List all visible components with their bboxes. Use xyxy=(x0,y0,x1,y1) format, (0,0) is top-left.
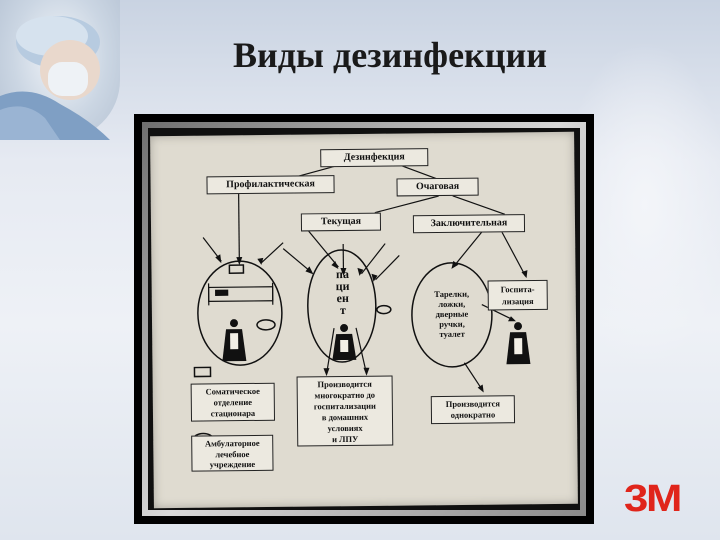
household-items-label: Тарелки, ложки, дверные ручки, туалет xyxy=(434,288,470,340)
final-performed-box: Производится однократно xyxy=(431,395,515,424)
profilactic-box: Профилактическая xyxy=(206,175,334,194)
outpatient-facility-box: Амбулаторное лечебное учреждение xyxy=(191,435,273,472)
focal-box: Очаговая xyxy=(396,178,478,197)
somatic-department-box: Соматическое отделение стационара xyxy=(191,383,275,422)
surgeon-photo xyxy=(0,0,120,140)
slide-title: Виды дезинфекции xyxy=(232,35,548,75)
root-box: Дезинфекция xyxy=(320,148,428,167)
final-box: Заключительная xyxy=(413,214,525,233)
current-box: Текущая xyxy=(301,213,381,232)
brand-logo: 3M xyxy=(624,478,681,520)
diagram-labels xyxy=(152,130,580,506)
hospitalization-box: Госпита- лизация xyxy=(488,280,548,311)
patient-label: пациент xyxy=(335,266,350,318)
current-performed-box: Производится многократно до госпитализации в домашних условиях и ЛПУ xyxy=(297,375,394,446)
